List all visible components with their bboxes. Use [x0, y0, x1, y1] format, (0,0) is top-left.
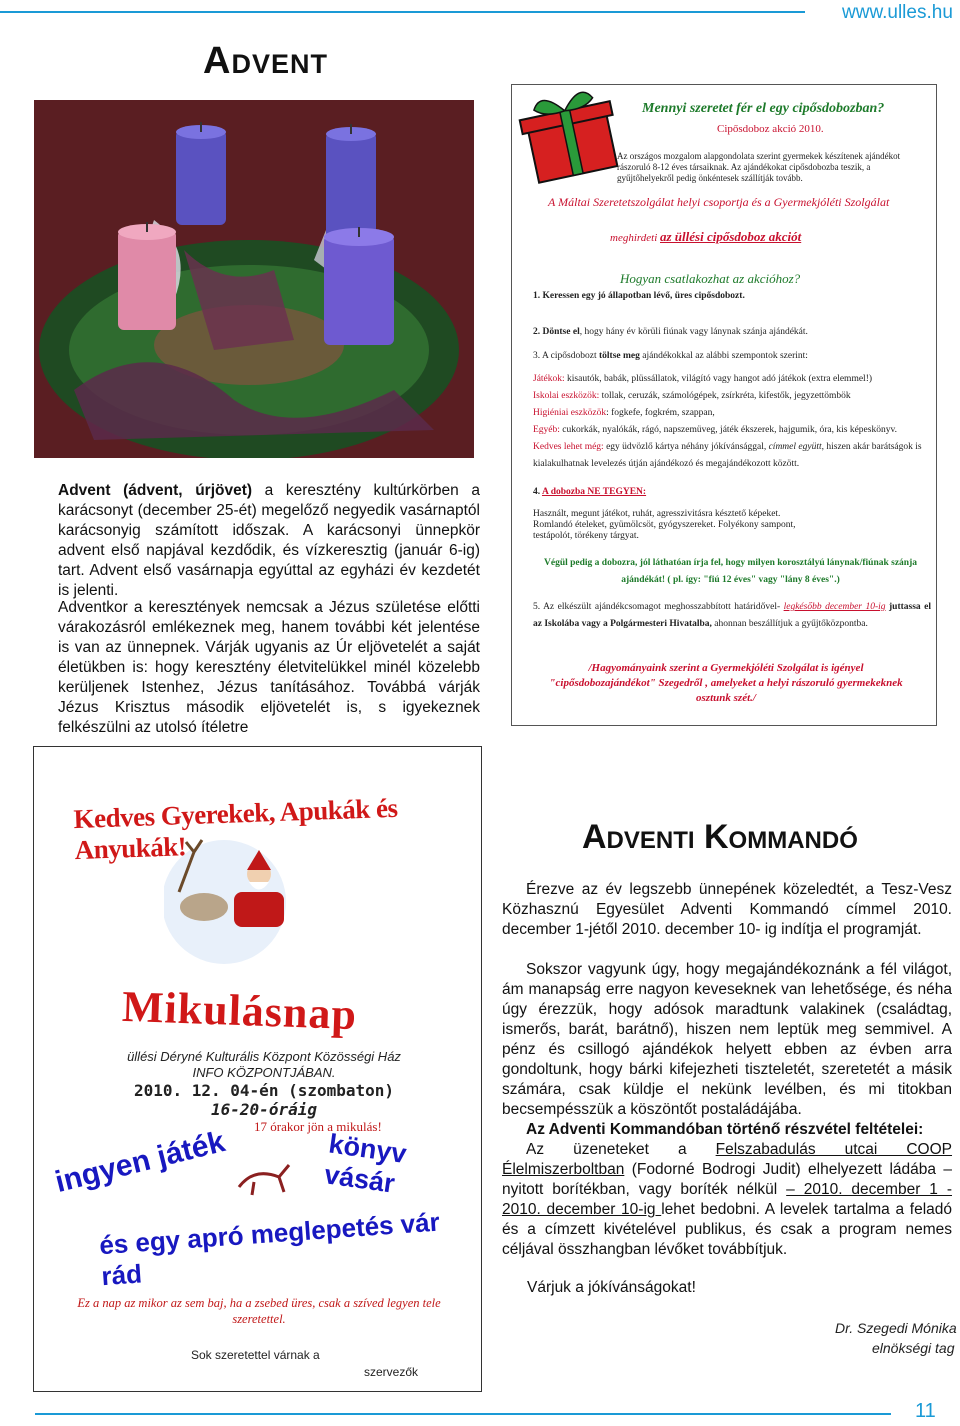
category-card-text-2: , hiszen akár barátságok is kialakulhatnak levelezés útján ajándékozó és megajándékozott között. [533, 442, 922, 469]
category-card-text: egy üdvözlő kártya néhány jókívánsággal, [603, 442, 769, 452]
announce-verb: meghirdeti [610, 232, 660, 244]
step-4-heading: A dobozba NE TEGYEN: [541, 487, 647, 497]
box-organizer: A Máltai Szeretetszolgálat helyi csoportja és a Gyermekjóléti Szolgálat [548, 195, 890, 209]
advent-wreath-photo [34, 100, 474, 458]
mikulas-poster [33, 746, 482, 1392]
step-5-deadline: legkésőbb december 10-ig [783, 602, 886, 612]
box-subtitle: Cipősdoboz akció 2010. [717, 123, 824, 135]
category-hygiene [533, 405, 928, 422]
signature-name: Dr. Szegedi Mónika [835, 1320, 957, 1336]
gift-box-icon [512, 85, 632, 185]
footer-rule [35, 1413, 891, 1415]
box-how-to-join: Hogyan csatlakozhat az akcióhoz? [620, 271, 801, 286]
tradition-note: /Hagyományaink szerint a Gyermekjóléti Szolgálat is igényel "cipősdobozajándékot" Szegedről , amelyeket a helyi rászoruló gyermekeknek osztunk szét./ [549, 662, 903, 704]
step-3-a: 3. A cipősdobozt [533, 351, 599, 361]
poster-book-fair: könyv vásár [322, 1128, 409, 1199]
step-3-c: ajándékokkal az alábbi szempontok szerint: [639, 351, 808, 361]
poster-organizers: szervezők [364, 1365, 419, 1379]
category-school-text: tollak, ceruzák, számológépek, zsírkréta, kifestők, jegyzettömbök [599, 391, 851, 401]
step-2-text: , hogy hány év körüli fiúnak vagy lánynak szánja ajándékát. [579, 327, 808, 337]
poster-event-title: Mikulásnap [121, 981, 358, 1040]
advent-term: Advent (ádvent, úrjövet) [58, 482, 253, 499]
kommando-conditions [502, 1120, 952, 1260]
step-5-c: ahonnan beszállítjuk a gyűjtőközpontba. [711, 619, 868, 629]
santa-sleigh-icon [164, 832, 304, 972]
site-url[interactable]: www.ulles.hu [842, 2, 953, 23]
category-other-text: cukorkák, nyalókák, rágó, napszemüveg, játék ékszerek, hajgumik, óra, kis képeskönyv. [559, 425, 897, 435]
kommando-title: Adventi Kommandó [582, 818, 858, 856]
box-intro: Az országos mozgalom alapgondolata szerint gyermekek készítenek ajándékot rászoruló 8-12 éves társaiknak. Az ajándékokat cipősdobozba teszik, a gyűjtőhelyekről pedig önkéntesek szállítják tovább. [617, 151, 901, 183]
step-4 [533, 485, 928, 499]
poster-surprise: és egy apró meglepetés vár rád [98, 1206, 441, 1292]
conditions-a: Az üzeneteket a [526, 1141, 716, 1158]
reindeer-icon [234, 1157, 294, 1197]
step-4-number: 4. [533, 487, 542, 497]
advent-p2-part-b: Várják ugyanis az Úr eljövetelét a saját életükben is: hogy keresztény életvitelükkel minél közelebb kerüljenek Istenhez, Jézus tanításához. [58, 639, 480, 696]
advent-paragraph-2 [58, 598, 480, 738]
step-5-bold: juttassa el az Iskolába vagy a Polgármesteri Hivatalba, [533, 602, 931, 629]
gift-categories [533, 371, 928, 473]
step-5 [533, 599, 931, 633]
category-school-label: Iskolai eszközök: [533, 391, 600, 401]
advent-paragraph-1 [58, 481, 480, 601]
conditions-b: (Fodorné Bodrogi Judit) elhelyezett ládába – nyitott borítékban, vagy boríték nélkül [502, 1161, 952, 1198]
page-number: 11 [915, 1400, 936, 1422]
header-rule [0, 11, 805, 13]
step-4-text: Használt, megunt játékot, ruhát, agresszivitásra késztető képeket. Romlandó ételeket, gyümölcsöt, gyógyszereket. Folyékony sampont, testápolót, törékeny tárgyat. [533, 509, 796, 541]
poster-time: 16-20-óráig [211, 1100, 317, 1119]
category-hygiene-text: : fogkefe, fogkrém, szappan, [606, 408, 715, 418]
poster-mikulas-time: 17 órakor jön a mikulás! [254, 1119, 382, 1134]
kommando-paragraph-1: Érezve az év legszebb ünnepének közeledtét, a Tesz-Vesz Közhasznú Egyesület Adventi Kommandó címmel 2010. december 1-jétől 2010. december 10- ig indítja el programját. [502, 881, 952, 938]
poster-welcome: Sok szeretettel várnak a [191, 1348, 320, 1362]
conditions-c: lehet bedobni. A levelek tartalma a feladó és a címzett kivételével publikus, és csak a program nemes céljával összhangban lévőket továbbítjuk. [502, 1201, 952, 1258]
conditions-dates: – 2010. december 1 - 2010. december 10-ig [502, 1181, 952, 1218]
poster-headline: Kedves Gyerekek, Apukák és Anyukák! [73, 792, 398, 866]
announce-campaign: az üllési cipősdoboz akciót [660, 229, 802, 244]
category-other-label: Egyéb: [533, 425, 560, 435]
step-3-bold: töltse meg [598, 351, 640, 361]
box-announcement [610, 229, 801, 245]
category-hygiene-label: Higiéniai eszközök [533, 408, 607, 418]
shoebox-campaign-box [511, 84, 937, 726]
advent-definition: a keresztény kultúrkörben a karácsonyt (december 25-ét) megelőző negyedik vasárnaptól karácsonyig számított időszak. A karácsonyi ünnepkör advent első napjával kezdődik, és vízkeresztig (január 6-ig) tart. Advent első vasárnapja egyúttal az egyházi év kezdetét is jelenti. [58, 482, 480, 599]
poster-free-game: ingyen játék [52, 1125, 229, 1200]
kommando-paragraph-2: Sokszor vagyunk úgy, hogy megajándékoznánk a fél világot, ám manapság erre nagyon keveseknek van lehetősége, és néha úgy érezzük, hogy adósok maradtunk valakinek (családtag, ismerős, barát, barátnő), hiszen nem leptük meg semmivel. A pénz és csillogó ajándékok helyett ebben az évben arra gondoltunk, hogy bárki kifejezheti tiszteletét, szeretetét a másik számára, csak küldje el nekünk levélben, és mi titokban becsempésszük a köszöntőt postaládájába. [502, 961, 952, 1118]
wreath-illustration [34, 100, 474, 458]
box-title: Mennyi szeretet fér el egy cipősdobozban? [642, 101, 885, 116]
kommando-wish: Várjuk a jókívánságokat! [527, 1279, 696, 1296]
poster-venue-1: üllési Déryné Kulturális Központ Közösségi Ház [127, 1049, 401, 1064]
poster-quote: Ez a nap az mikor az sem baj, ha a zsebed üres, csak a szíved legyen tele szeretettel. [77, 1296, 441, 1326]
category-card [533, 439, 928, 473]
category-toys-text: kisautók, babák, plüssállatok, világító vagy hangot adó játékok (extra elemmel!) [564, 374, 873, 384]
conditions-text [502, 1140, 952, 1260]
advent-title: Advent [203, 40, 328, 82]
category-toys [533, 371, 928, 388]
category-card-label: Kedves lehet még: [533, 442, 604, 452]
labeling-instruction: Végül pedig a dobozra, jól láthatóan írja fel, hogy milyen korosztályú lánynak/fiúnak szánja ajándékát! ( pl. így: "fiú 12 éves" vagy "lány 8 éves".) [544, 558, 917, 585]
category-other [533, 422, 928, 439]
step-3 [533, 349, 928, 363]
conditions-title: Az Adventi Kommandóban történő részvétel feltételei: [526, 1121, 924, 1138]
poster-date: 2010. 12. 04-én (szombaton) [133, 1081, 395, 1100]
step-5-a: 5. Az elkészült ajándékcsomagot meghosszabbított határidővel- [533, 602, 784, 612]
step-2 [533, 325, 928, 339]
step-1: 1. Keressen egy jó állapotban lévő, üres cipősdobozt. [533, 291, 745, 301]
category-card-italic: címmel együtt [768, 442, 822, 452]
poster-venue-2: INFO KÖZPONTJÁBAN. [192, 1065, 336, 1080]
category-school [533, 388, 928, 405]
category-toys-label: Játékok: [533, 374, 565, 384]
signature-role: elnökségi tag [872, 1340, 955, 1356]
advent-p2-part-c: Továbbá várják Jézus Krisztus második eljövetelét is, s igyekeznek felkészülni az utolsó ítéletre [58, 679, 480, 736]
conditions-store: Felszabadulás utcai COOP Élelmiszerboltban [502, 1141, 953, 1178]
advent-p2-part-a: Adventkor a keresztények nemcsak a Jézus születése előtti várakozásról emlékeznek meg, hanem további két jelentése is van az ünnepnek. [58, 599, 480, 656]
step-2-bold: 2. Döntse el [533, 327, 580, 337]
